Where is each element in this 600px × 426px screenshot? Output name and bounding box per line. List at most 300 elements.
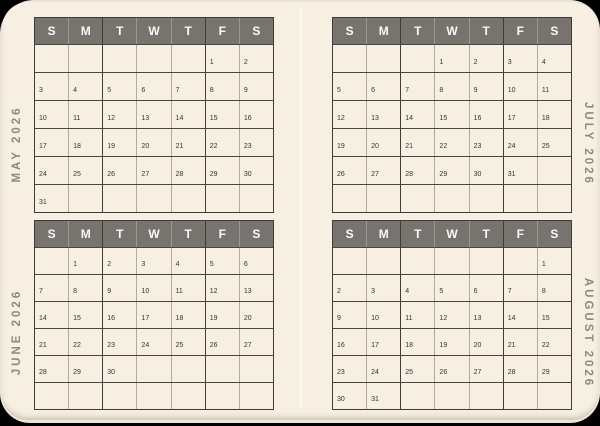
day-cell: [68, 157, 102, 184]
day-number: 14: [175, 115, 184, 122]
day-cell: [68, 73, 102, 100]
week-row: [333, 156, 571, 184]
day-number: 14: [39, 315, 47, 322]
empty-day-cell: [239, 356, 273, 382]
day-number: 15: [209, 115, 218, 122]
day-cell: [503, 329, 537, 355]
empty-day-cell: [171, 45, 205, 72]
empty-day-cell: [333, 248, 366, 274]
day-number: 24: [371, 369, 379, 376]
empty-day-cell: [537, 383, 571, 409]
day-cell: [102, 73, 136, 100]
day-cell: [503, 157, 537, 184]
day-number: 24: [507, 143, 516, 150]
day-cell: [366, 356, 400, 382]
day-cell: [239, 101, 273, 128]
day-number: 24: [141, 342, 150, 349]
day-cell: [537, 356, 571, 382]
day-number: 21: [405, 143, 414, 150]
day-number: 12: [337, 115, 345, 122]
day-cell: [400, 356, 434, 382]
day-cell: [102, 248, 136, 274]
empty-day-cell: [205, 356, 239, 382]
day-number: 6: [243, 261, 248, 268]
empty-day-cell: [333, 185, 366, 212]
day-number: 9: [243, 87, 248, 94]
empty-day-cell: [333, 45, 366, 72]
weekday-header: T: [171, 18, 205, 44]
day-cell: [503, 45, 537, 72]
day-number: 13: [141, 115, 150, 122]
day-cell: [68, 302, 102, 328]
day-cell: [239, 45, 273, 72]
day-cell: [35, 101, 68, 128]
day-cell: [469, 129, 503, 156]
weekday-header: W: [136, 18, 170, 44]
day-number: 2: [243, 59, 248, 66]
week-row: [35, 156, 273, 184]
day-number: 29: [541, 369, 550, 376]
day-number: 4: [73, 87, 78, 94]
day-cell: [239, 329, 273, 355]
week-row: [35, 128, 273, 156]
day-number: 26: [107, 171, 116, 178]
day-cell: [239, 302, 273, 328]
weekday-header: S: [239, 18, 273, 44]
weekday-header: T: [469, 18, 503, 44]
day-cell: [68, 101, 102, 128]
day-cell: [434, 356, 468, 382]
empty-day-cell: [102, 185, 136, 212]
empty-day-cell: [400, 185, 434, 212]
day-cell: [136, 157, 170, 184]
calendar-june-2026: [34, 220, 274, 410]
day-number: 28: [39, 369, 47, 376]
day-number: 20: [141, 143, 150, 150]
empty-day-cell: [205, 185, 239, 212]
week-row: [35, 328, 273, 355]
day-cell: [400, 129, 434, 156]
day-cell: [434, 73, 468, 100]
empty-day-cell: [68, 185, 102, 212]
month-label-june-2026: JUNE 2026: [11, 288, 23, 376]
day-number: 23: [107, 342, 116, 349]
day-number: 17: [371, 342, 379, 349]
day-number: 19: [107, 143, 116, 150]
day-cell: [102, 302, 136, 328]
week-row: [333, 274, 571, 301]
empty-day-cell: [136, 185, 170, 212]
empty-day-cell: [35, 45, 68, 72]
day-cell: [102, 157, 136, 184]
empty-day-cell: [537, 157, 571, 184]
day-cell: [333, 157, 366, 184]
week-row: [333, 184, 571, 212]
empty-day-cell: [102, 383, 136, 409]
day-cell: [35, 73, 68, 100]
day-number: 6: [141, 87, 146, 94]
day-cell: [434, 329, 468, 355]
day-cell: [366, 302, 400, 328]
weekday-header: T: [400, 18, 434, 44]
day-cell: [333, 101, 366, 128]
empty-day-cell: [400, 383, 434, 409]
day-cell: [68, 329, 102, 355]
weekday-header: W: [434, 221, 468, 247]
day-cell: [469, 275, 503, 301]
empty-day-cell: [537, 185, 571, 212]
day-number: 30: [337, 396, 345, 403]
empty-day-cell: [434, 248, 468, 274]
weekday-header: W: [136, 221, 170, 247]
day-number: 26: [337, 171, 345, 178]
empty-day-cell: [400, 248, 434, 274]
day-cell: [366, 275, 400, 301]
day-cell: [537, 275, 571, 301]
day-number: 10: [39, 115, 47, 122]
day-cell: [171, 248, 205, 274]
day-cell: [366, 329, 400, 355]
day-cell: [434, 45, 468, 72]
day-number: 3: [39, 87, 43, 94]
empty-day-cell: [366, 248, 400, 274]
day-number: 18: [73, 143, 81, 150]
day-cell: [469, 302, 503, 328]
day-cell: [434, 129, 468, 156]
day-number: 6: [371, 87, 376, 94]
day-cell: [205, 45, 239, 72]
day-cell: [333, 329, 366, 355]
week-row: [333, 247, 571, 274]
empty-day-cell: [35, 248, 68, 274]
week-row: [35, 100, 273, 128]
day-number: 10: [141, 288, 150, 295]
empty-day-cell: [171, 185, 205, 212]
day-cell: [503, 356, 537, 382]
day-cell: [68, 129, 102, 156]
day-number: 19: [439, 342, 448, 349]
day-number: 29: [439, 171, 448, 178]
day-cell: [205, 101, 239, 128]
day-number: 23: [337, 369, 345, 376]
day-number: 28: [175, 171, 184, 178]
day-cell: [503, 275, 537, 301]
day-cell: [469, 45, 503, 72]
weekday-header: T: [171, 221, 205, 247]
day-number: 9: [337, 315, 341, 322]
day-cell: [537, 302, 571, 328]
day-cell: [136, 302, 170, 328]
day-number: 11: [405, 315, 413, 322]
day-cell: [102, 101, 136, 128]
week-row: [333, 328, 571, 355]
day-cell: [469, 73, 503, 100]
day-cell: [171, 275, 205, 301]
day-cell: [333, 356, 366, 382]
day-number: 20: [473, 342, 482, 349]
week-row: [35, 301, 273, 328]
day-number: 18: [541, 115, 550, 122]
day-number: 3: [141, 261, 146, 268]
day-number: 23: [243, 143, 252, 150]
day-number: 17: [39, 143, 47, 150]
day-cell: [469, 356, 503, 382]
week-row: [333, 355, 571, 382]
day-number: 1: [541, 261, 546, 268]
day-number: 3: [507, 59, 512, 66]
day-number: 5: [337, 87, 341, 94]
day-number: 18: [405, 342, 414, 349]
empty-day-cell: [171, 356, 205, 382]
weekday-header: W: [434, 18, 468, 44]
planner-page: [2, 2, 598, 420]
calendar-august-2026: [332, 220, 572, 410]
week-row: [333, 301, 571, 328]
day-number: 31: [371, 396, 379, 403]
weekday-header: M: [366, 221, 400, 247]
weekday-header-row: [333, 18, 571, 44]
empty-day-cell: [400, 45, 434, 72]
week-row: [35, 355, 273, 382]
day-cell: [503, 129, 537, 156]
weekday-header: S: [537, 18, 571, 44]
day-cell: [205, 302, 239, 328]
day-number: 30: [107, 369, 116, 376]
day-number: 20: [243, 315, 252, 322]
day-number: 3: [371, 288, 376, 295]
empty-day-cell: [469, 248, 503, 274]
day-number: 14: [405, 115, 414, 122]
day-cell: [434, 157, 468, 184]
weekday-header: T: [102, 18, 136, 44]
day-cell: [171, 329, 205, 355]
day-number: 21: [39, 342, 47, 349]
empty-day-cell: [102, 45, 136, 72]
day-cell: [136, 101, 170, 128]
day-number: 30: [243, 171, 252, 178]
weekday-header: F: [503, 221, 537, 247]
day-number: 26: [439, 369, 448, 376]
day-cell: [35, 275, 68, 301]
month-label-may-2026: MAY 2026: [11, 105, 23, 183]
day-number: 11: [541, 87, 550, 94]
weekday-header: S: [345, 227, 354, 241]
weekday-header: S: [345, 24, 354, 38]
month-label-august-2026: AUGUST 2026: [582, 277, 594, 389]
day-cell: [400, 73, 434, 100]
day-cell: [469, 101, 503, 128]
day-cell: [503, 101, 537, 128]
empty-day-cell: [205, 383, 239, 409]
day-number: 20: [371, 143, 379, 150]
day-number: 22: [209, 143, 218, 150]
day-number: 13: [371, 115, 379, 122]
empty-day-cell: [239, 383, 273, 409]
day-cell: [35, 129, 68, 156]
day-cell: [400, 275, 434, 301]
empty-day-cell: [239, 185, 273, 212]
day-cell: [136, 248, 170, 274]
day-number: 29: [73, 369, 81, 376]
day-cell: [537, 73, 571, 100]
day-number: 28: [507, 369, 516, 376]
day-cell: [469, 157, 503, 184]
weekday-header-row: [333, 221, 571, 247]
day-cell: [102, 356, 136, 382]
day-number: 14: [507, 315, 516, 322]
day-number: 17: [507, 115, 516, 122]
day-number: 21: [175, 143, 184, 150]
day-cell: [205, 329, 239, 355]
day-number: 8: [439, 87, 444, 94]
day-number: 8: [541, 288, 546, 295]
day-cell: [205, 275, 239, 301]
week-row: [333, 100, 571, 128]
day-number: 13: [473, 315, 482, 322]
weekday-header: F: [205, 18, 239, 44]
empty-day-cell: [136, 356, 170, 382]
day-cell: [333, 302, 366, 328]
weekday-header: S: [47, 227, 56, 241]
day-number: 19: [337, 143, 345, 150]
weekday-header: F: [503, 18, 537, 44]
day-number: 26: [209, 342, 218, 349]
day-cell: [68, 275, 102, 301]
day-cell: [366, 383, 400, 409]
day-cell: [136, 275, 170, 301]
empty-day-cell: [469, 185, 503, 212]
weekday-header: T: [400, 221, 434, 247]
empty-day-cell: [136, 383, 170, 409]
day-number: 2: [107, 261, 112, 268]
day-number: 31: [39, 199, 47, 206]
weekday-header: F: [205, 221, 239, 247]
day-cell: [333, 383, 366, 409]
day-number: 27: [141, 171, 150, 178]
day-number: 7: [405, 87, 410, 94]
day-cell: [239, 73, 273, 100]
day-number: 15: [73, 315, 81, 322]
day-number: 17: [141, 315, 150, 322]
day-number: 16: [107, 315, 116, 322]
weekday-header: M: [68, 221, 102, 247]
week-row: [35, 274, 273, 301]
day-number: 9: [107, 288, 112, 295]
day-number: 2: [473, 59, 478, 66]
day-number: 24: [39, 171, 47, 178]
day-number: 16: [243, 115, 252, 122]
day-number: 22: [73, 342, 81, 349]
day-cell: [537, 329, 571, 355]
week-row: [35, 247, 273, 274]
day-cell: [171, 101, 205, 128]
day-cell: [35, 185, 68, 212]
day-number: 10: [371, 315, 379, 322]
day-number: 25: [541, 143, 550, 150]
empty-day-cell: [503, 383, 537, 409]
day-number: 27: [473, 369, 482, 376]
day-cell: [171, 129, 205, 156]
day-number: 25: [405, 369, 414, 376]
day-number: 10: [507, 87, 516, 94]
day-number: 18: [175, 315, 184, 322]
day-cell: [537, 129, 571, 156]
empty-day-cell: [503, 248, 537, 274]
day-cell: [136, 329, 170, 355]
day-cell: [205, 157, 239, 184]
day-number: 11: [175, 288, 183, 295]
day-number: 1: [73, 261, 78, 268]
day-number: 5: [107, 87, 112, 94]
day-number: 8: [73, 288, 78, 295]
day-cell: [366, 101, 400, 128]
day-cell: [171, 73, 205, 100]
week-row: [333, 128, 571, 156]
day-number: 12: [209, 288, 218, 295]
day-number: 15: [541, 315, 550, 322]
empty-day-cell: [171, 383, 205, 409]
day-number: 5: [209, 261, 214, 268]
day-cell: [333, 129, 366, 156]
day-number: 9: [473, 87, 478, 94]
day-cell: [400, 157, 434, 184]
day-cell: [400, 302, 434, 328]
day-number: 12: [107, 115, 116, 122]
day-cell: [366, 73, 400, 100]
day-cell: [434, 275, 468, 301]
day-cell: [239, 157, 273, 184]
empty-day-cell: [366, 185, 400, 212]
weekday-header: S: [239, 221, 273, 247]
day-cell: [537, 248, 571, 274]
day-number: 2: [337, 288, 341, 295]
weekday-header: S: [537, 221, 571, 247]
empty-day-cell: [503, 185, 537, 212]
week-row: [35, 382, 273, 409]
weekday-header: T: [102, 221, 136, 247]
day-number: 11: [73, 115, 81, 122]
week-row: [35, 44, 273, 72]
day-cell: [239, 275, 273, 301]
weekday-header: M: [68, 18, 102, 44]
day-cell: [102, 329, 136, 355]
day-number: 28: [405, 171, 414, 178]
day-cell: [205, 248, 239, 274]
weekday-header-row: [35, 221, 273, 247]
day-cell: [35, 329, 68, 355]
day-number: 4: [175, 261, 180, 268]
day-number: 31: [507, 171, 516, 178]
page-gutter-line: [300, 8, 302, 408]
day-number: 30: [473, 171, 482, 178]
day-cell: [171, 157, 205, 184]
day-number: 27: [243, 342, 252, 349]
day-cell: [102, 275, 136, 301]
day-number: 27: [371, 171, 379, 178]
empty-day-cell: [35, 383, 68, 409]
day-cell: [68, 248, 102, 274]
day-number: 16: [337, 342, 345, 349]
week-row: [35, 184, 273, 212]
day-number: 7: [175, 87, 180, 94]
day-number: 25: [175, 342, 184, 349]
day-number: 15: [439, 115, 448, 122]
empty-day-cell: [136, 45, 170, 72]
day-number: 25: [73, 171, 81, 178]
day-number: 19: [209, 315, 218, 322]
day-cell: [239, 248, 273, 274]
empty-day-cell: [434, 383, 468, 409]
